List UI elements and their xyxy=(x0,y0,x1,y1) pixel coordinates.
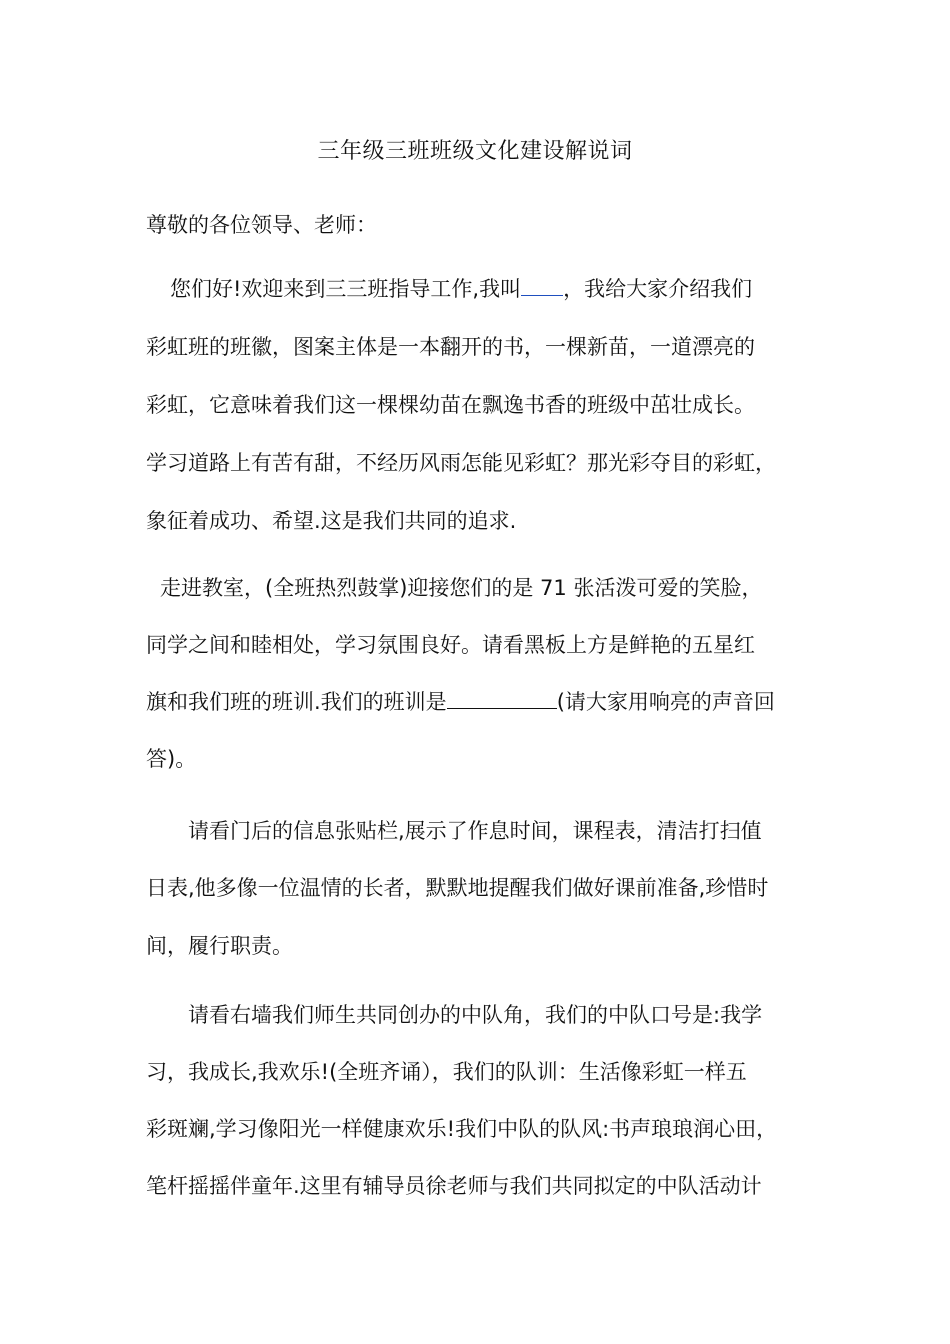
p3-line-3: 间，履行职责。 xyxy=(146,934,293,958)
p2-line-1: 走进教室，(全班热烈鼓掌)迎接您们的是 71 张活泼可爱的笑脸， xyxy=(160,576,763,600)
p4-line-4: 笔杆摇摇伴童年.这里有辅导员徐老师与我们共同拟定的中队活动计 xyxy=(146,1174,762,1198)
p1-line-2: 彩虹班的班徽，图案主体是一本翻开的书，一棵新苗，一道漂亮的 xyxy=(146,335,755,359)
motto-blank[interactable] xyxy=(447,684,557,709)
p1-line-1 xyxy=(170,271,752,307)
document-title: 三年级三班班级文化建设解说词 xyxy=(317,139,633,164)
p4-line-3: 彩斑斓,学习像阳光一样健康欢乐!我们中队的队风:书声琅琅润心田， xyxy=(146,1117,778,1141)
p2-line-3-text-b: (请大家用响亮的声音回 xyxy=(556,690,775,714)
p1-line-4: 学习道路上有苦有甜，不经历风雨怎能见彩虹？那光彩夺目的彩虹， xyxy=(146,451,776,475)
p4-line-1: 请看右墙我们师生共同创办的中队角，我们的中队口号是:我学 xyxy=(188,1003,763,1027)
p2-line-2: 同学之间和睦相处，学习氛围良好。请看黑板上方是鲜艳的五星红 xyxy=(146,633,755,657)
p2-line-4: 答)。 xyxy=(146,747,197,771)
p1-line-1-text-b: ，我给大家介绍我们 xyxy=(563,277,753,301)
p3-line-1: 请看门后的信息张贴栏,展示了作息时间，课程表，清洁打扫值 xyxy=(188,819,762,843)
p4-line-2: 习，我成长,我欢乐!(全班齐诵），我们的队训：生活像彩虹一样五 xyxy=(146,1060,747,1084)
p1-line-3: 彩虹，它意味着我们这一棵棵幼苗在飘逸书香的班级中茁壮成长。 xyxy=(146,393,755,417)
p3-line-2: 日表,他多像一位温情的长者，默默地提醒我们做好课前准备,珍惜时 xyxy=(146,876,769,900)
name-blank[interactable] xyxy=(521,271,563,296)
greeting-line: 尊敬的各位领导、老师： xyxy=(146,213,377,237)
p1-line-5: 象征着成功、希望.这是我们共同的追求. xyxy=(146,509,517,533)
p2-line-3 xyxy=(146,684,775,720)
p2-line-3-text-a: 旗和我们班的班训.我们的班训是 xyxy=(146,690,447,714)
p1-line-1-text-a: 您们好!欢迎来到三三班指导工作,我叫 xyxy=(170,277,522,301)
